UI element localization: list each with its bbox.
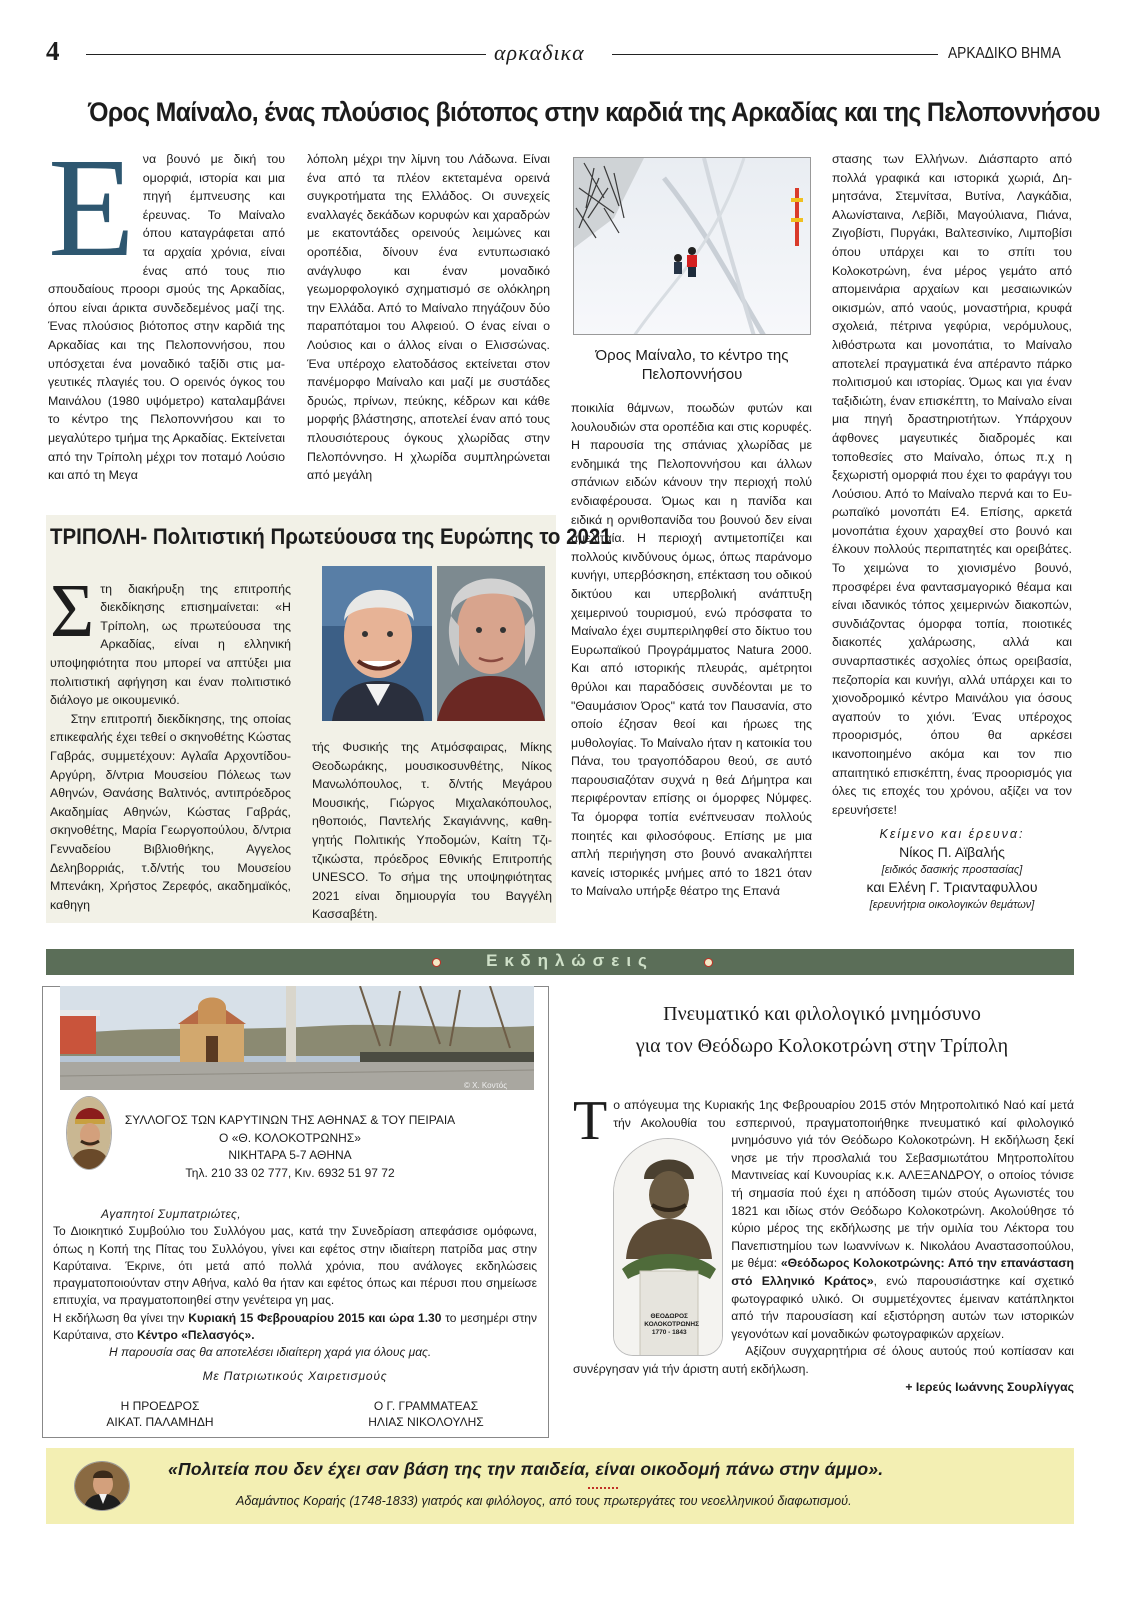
invitation-body-1: Το Διοικητικό Συμβούλιο του Συλλόγου μας, κατά την Συνεδρίαση απεφάσισε ομόφωνα, όπως η Κοπή της Πίτας του Συλλόγου, γίνει και εφέτος στην ιδιαίτερη πατρίδα μας στην Καρύταινα. Έκρινε, ότι μετά από πολλά χρόνια, που ανάλογες εκδηλώσεις πραγματοποιούνταν στην Αθήνα, καλό θα ήταν και εφέτος όπως και πέρυσι που σημείωσε επιτυχία, να πραγματοποιηθεί στην γενέτειρα γη μας.	[53, 1224, 537, 1308]
quote-author: Αδαμάντιος Κοραής	[236, 1494, 346, 1508]
signature-left	[70, 1398, 250, 1430]
page-number: 4	[46, 36, 60, 66]
author-2-role: [ερευνήτρια οικολογικών θεμάτων]	[869, 899, 1035, 911]
tripoli-column-1	[50, 561, 291, 914]
invitation-body-3: Η παρουσία σας θα αποτελέσει ιδιαίτερη χαρά για όλους μας.	[109, 1345, 432, 1360]
signature-left-name: ΑΙΚΑΤ. ΠΑΛΑΜΗΔΗ	[106, 1415, 214, 1429]
signature-right	[336, 1398, 516, 1430]
portrait-theodorakis	[437, 566, 545, 721]
invitation-body-2a: Η εκδήλωση θα γίνει την	[53, 1310, 189, 1325]
quote-underline	[588, 1481, 618, 1489]
kolokotronis-bust-photo	[613, 1138, 723, 1356]
association-subtitle: Ο «Θ. ΚΟΛΟΚΟΤΡΩΝΗΣ»	[219, 1130, 361, 1145]
credit-label: Κείμενο και έρευνα:	[879, 827, 1025, 841]
header-rule-right	[612, 54, 938, 55]
invitation-venue: Κέντρο «Πελασγός».	[136, 1328, 255, 1343]
publication-name: ΑΡΚΑΔΙΚΟ ΒΗΜΑ	[948, 45, 1061, 62]
events-bar-dot-left	[432, 958, 441, 967]
dropcap-sigma: Σ	[50, 568, 95, 653]
author-2: Ελένη Γ. Τριανταφυλλου	[888, 879, 1038, 895]
signature-left-title: Η ΠΡΟΕΔΡΟΣ	[120, 1399, 200, 1413]
article-title: Όρος Μαίναλο, ένας πλούσιος βιότοπος στην καρδιά της Αρκαδίας και της Πελοποννήσου	[88, 97, 1100, 127]
author-1-role: [ειδικός δασικής προστασίας]	[881, 864, 1023, 876]
association-address: ΝΙΚΗΤΑΡΑ 5-7 ΑΘΗΝΑ	[228, 1148, 352, 1163]
article-lead-text: να βουνό με δική του ομορφιά, ιστορία και μια πηγή έμπνευσης και έρευνας. Το Μαίναλο όπου καταγράφεται από τα αρχαία χρόνια, είναι ένας από τους πιο σπουδαίους προορι	[48, 152, 285, 297]
article-body-text: σμούς της Αρκαδίας, όπου είναι άρικτα συνδεδεμένος μαζί της. Ένας πλούσιος βιότοπος στην καρδιά της Αρκαδίας και της Πελοποννήσου, που υπόσχεται ένα μοναδικό ταξίδι στις μαγευτικές πλαγιές του. Ο ορεινός όγκος του Μαινάλου (1980 υψόμετρο) καταλαμβάνει το κέντρο της Πελοποννήσου και το μεγαλύτερο τμήμα της Αρκαδίας. Εκτείνεται από την Τρίπολη μέχρι τον ποταμό Λούσιο και από τη Μεγα	[48, 282, 285, 483]
signature-right-name: ΗΛΙΑΣ ΝΙΚΟΛΟΥΛΗΣ	[368, 1415, 484, 1429]
quote-attribution	[236, 1494, 852, 1508]
photo-caption: Όρος Μαίναλο, το κέντρο της Πελοποννήσου	[595, 347, 789, 383]
article-column-3: ποικιλία θάμνων, ποωδών φυτών και λουλουδιών στα οροπέδια και στις κορυφές. Η παρουσία της σπάνιας χλωρίδας με ενδημικά της Πελοποννήσου και άλλων σπάνιων ειδών κάνουν την περιοχή πολύ ενδιαφέρουσα. Όμως και η πανίδα και ειδικά η ορνιθοπανίδα του βουνού δεν είναι αμελιταία. Η περιοχή αντιμετοπίζει και πολλούς κινδύνους όμως, όπως παράνομο κυνήγι, υπερβόσκηση, επέκταση του οδικού δικτύου και υπερβολική ανάπτυξη χειμερινού τουρισμού, ενώ πρόσφατα το Μαίναλο έχει συμπεριληφθεί στο δίκτυο του Ευρωπαϊκού Προγράμματος Natura 2000. Και από ιστορικής πλευράς, αμέτρητοι θρύλοι και παραδόσεις συνδέονται με το "Θαυμάσιον Όρος" κατά τον Παυσανία, στο οποίο έζησαν θεοί και ήρωες της μυθολογίας. Το Μαίναλο ήταν η κατοικία του Πάνα, του τραγοπόδαρου θεού, σε αυτό παρουσιαζόταν συχνά η θεά Δήμητρα και περιφέρονταν επίσης οι όμορφες Νύμφες. Τα όμορφα τοπία ενέπνευσαν πολλούς ποιητές και φιλοσόφους. Επίσης με μια απλή περιήγηση στο βουνό ανακαλήπτει κανείς ιστορικές μνήμες από το 1821 όταν το Μαίναλο υπήρξε θέατρο της Επανά	[571, 401, 812, 899]
quote-text: «Πολιτεία που δεν έχει σαν βάση της την παιδεία, είναι οικοδομή πάνω στην άμμο».	[168, 1459, 884, 1479]
memorial-text	[573, 1090, 1074, 1396]
association-block	[112, 1112, 468, 1182]
memorial-body-2: , ενώ παρουσιάστηκε καί σχετικό φωτογραφικό υλικό. Οι συμμετέχοντες έμειναν κατάπληκτοι από τήν παρουσίαση καί εξιστόρηση αυτών των ιστορικών γεγονότων καί μοναδικών φωτογραφικών αρχείων.	[731, 1273, 1074, 1341]
invitation-closing: Με Πατριωτικούς Χαιρετισμούς	[202, 1368, 388, 1383]
header-rule-left	[86, 54, 486, 55]
ski-slope-photo	[573, 157, 811, 335]
photo-credit: © Χ. Κοντός	[464, 1081, 508, 1090]
dropcap-e: Ε	[48, 128, 135, 286]
association-name: ΣΥΛΛΟΓΟΣ ΤΩΝ ΚΑΡΥΤΙΝΩΝ ΤΗΣ ΑΘΗΝΑΣ & ΤΟΥ ΠΕΙΡΑΙΑ	[124, 1113, 456, 1127]
quote-author-desc: (1748-1833) γιατρός και φιλόλογος, από τους πρωτεργάτες του νεοελληνικού διαφωτισμού.	[345, 1494, 852, 1508]
dropcap-t: Τ	[573, 1090, 608, 1152]
article-column-1	[48, 128, 285, 485]
invitation-greeting: Αγαπητοί Συμπατριώτες,	[101, 1207, 242, 1221]
association-phone: Τηλ. 210 33 02 777, Κιν. 6932 51 97 72	[185, 1165, 395, 1180]
article-column-2: λόπολη μέχρι την λίμνη του Λάδωνα. Είναι ένα από τα πλέον εκτεταμένα ορεινά συγκροτήματα της Ελλάδος. Οι συνεχείς εναλλαγές δεκάδων κορυφών και χαραδρών με εκατοντάδες ορεινούς λειμώνες και οροπέδια, δίνουν ένα εντυπωσιακό ανάγλυφο και έναν μοναδικό γεωμορφολογικό σχηματισμό σε ολόκληρη την Ελλάδα. Από το Μαίναλο πηγάζουν δύο παραπόταμοι του Αλφειού. Ο ένας είναι ο Λούσιος και ο άλλος είναι ο Ελισσώνας. Ένα υπέροχο ελατοδάσος εκτείνεται στον πανέμορφο Μαίναλο και μαζί με συστάδες δρυώς, πρίνων, πεύκης, κέδρων και κάθε μορφής βλάστησης, αποτελεί έναν από τους πλουσιότερους όγκους χλωρίδας στην Πελοπόννησο. Η χλωρίδα συμπληρώνεται από μεγάλη	[307, 152, 550, 483]
portrait-gavras	[322, 566, 432, 721]
bust-label-surname: ΚΟΛΟΚΟΤΡΩΝΗΣ	[644, 1321, 699, 1329]
events-bar-label: Εκδηλώσεις	[486, 951, 654, 970]
memorial-title	[570, 998, 1074, 1062]
memorial-talk-title: «Θεόδωρος Κολοκοτρώνης: Από την επανάσταση στό Ελληνικό Κράτος»	[731, 1256, 1074, 1288]
kolokotronis-portrait-small	[66, 1096, 112, 1170]
tripoli-body: κή υποψηφιότητα που μπορεί να απτύξει μια πολιτιστική αφήγηση και έναν πολιτιστικό διάλογο με οικουμενικό. Στην επιτροπή διεκδίκησης, της οποίας επικεφαλής έχει τεθεί ο σκηνοθέτης Κώστας Γαβράς, συμμετέχουν: Αγλαΐα Αρχοντίδου-Αργύρη, δ/ντρια Μουσείου Πόλεως των Αθηνών, Θανάσης Βαλτινός, αντιπρόεδρος Ακαδημίας Αθηνών, Κώστας Γαβράς, σκηνοθέτης, Μαρία Γεωργοπούλου, δ/ντρια Γενναδείου Βιβλιοθήκης, Αγγελος Δεληβορριάς, τ.δ/ντής του Μουσείου Μπενάκη, Χρήστος Ζερεφός, ακαδημαϊκός, καθηγη	[50, 637, 291, 912]
author-1: Νίκος Π. Αϊβαλής	[899, 844, 1005, 860]
memorial-lead: ο απόγευμα της Κυριακής 1ης Φεβρουαρίου 2015 στόν Μητροπολιτικό Ναό καί μετά τήν Ακολουθία του εσπερινού, πραγματοποιήθηκε πνευματικό καί φιλολογικό μνημόσυνο γιά τόν Θεόδωρο Κολοκοτρώνη. Η εκδήλωση ξεκί	[613, 1098, 1074, 1148]
memorial-body-1: νησε με τήν προσλαλιά του Σεβασμιωτάτου Μητροπολίτου Μαντινείας καί Κυνουρίας κ.κ. ΑΛΕΞΑΝΔΡΟΥ, ο οποίος τόνισε τή σημασία πού έχει η απόδοση τιμών στούς Αγωνιστές του 1821 και ιδίως στόν Θεόδωρο Κολοκοτρώνη. Ακολούθησε τό κύριο μέρος της εκδήλωσης με τήν ομιλία του Λέκτορα του Πανεπιστημίου των Ιωαννίνων κ. Νικολάου Αναστασοπούλου, με θέμα:	[731, 1150, 1074, 1271]
memorial-body-3: Αξίζουν συγχαρητήρια σέ όλους αυτούς πού κοπίασαν και συνέργησαν γιά τήν άριστη αυτή εκδήλωση.	[573, 1344, 1074, 1376]
korais-portrait	[74, 1461, 130, 1511]
tripoli-column-2: τής Φυσικής της Ατμόσφαιρας, Μίκης Θεοδωράκης, μουσικοσυνθέτης, Νίκος Μανωλόπουλος, τ. δ/ντής Μεγάρου Μουσικής, Γιώργος Μιχαλακόπουλος, ηθοποιός, Παντελής Σκαγιάννης, καθηγητής Πολιτικής Υποδομών, Καίτη Τζιτζικώστα, πρόεδρος Εθνικής Επιτροπής UNESCO. Το σήμα της υποψηφιότητας 2021 είναι δημιουργία του Βαγγέλη Κασσαβέτη.	[312, 740, 552, 922]
bust-label-years: 1770 - 1843	[651, 1329, 687, 1337]
author-credits	[832, 825, 1072, 913]
events-bar-dot-right	[704, 958, 713, 967]
invitation-body-2c: το μεσημέρι στην Καρύταινα, στο	[53, 1310, 537, 1343]
invitation-text	[53, 1206, 537, 1385]
article-column-4: στασης των Ελλήνων. Διάσπαρτο από πολλά γραφικά και ιστορικά χωριά, Δημητσάνα, Στεμνίτσα, Βυτίνα, Λαγκάδια, Αλωνίσταινα, Λεβίδι, Μαγούλιανα, Πιάνα, Ζιγοβίστι, Πυργάκι, Βαλτεσινίκο, Λιμποβίσι όπου υπάρχει και το σπίτι του Κολοκοτρώνη, ένα μέρος γεμάτο από απομεινάρια αρχαίων και μεσαιωνικών οικισμών, από ναούς, μοναστήρια, κρυφά σχολειά, πέτρινα γεφύρια, νερόμυλους, λιθόστρωτα και μονοπάτια, το Μαίναλο αποτελεί πραγματικά ένα απέραντο πάρκο πολιτισμού και ιστορίας. Όμως και για έναν ταξιδιώτη, έναν επισκέπτη, το Μαίναλο είναι μια πηγή δραστηριοτήτων. Υπάρχουν άφθονες μαγευτικές διαδρομές και τοποθεσίες στο Μαίναλο, όπως π.χ η ξεχωριστή ομορφιά που έχει το φαράγγι του Λούσιου. Από το Μαίναλο περνά και το Ευρωπαϊκό μονοπάτι Ε4. Επίσης, αρκετά μονοπάτια έχουν χαραχθεί στο βουνό και έλκουν πολλούς περιπατητές και ορειβάτες. Το χειμώνα το χιονισμένο βουνό, προσφέρει ένα φαντασμαγορικό θέαμα και είναι ιδανικός τόπος χειμερινών διακοπών, συνδιάζοντας όμορφα τοπία, ποιοτικές διακοπές χαλάρωσης, αλλά και συναρπαστικές ασχολίες όπως ορειβασία, πεζοπορία και κυνήγι, αλλά υπάρχει και το χιονοδρομικό κέντρο Μαινάλου για όσους αγαπούν το χιόνι. Ένας υπέροχος προορισμός, όπου θα αρκέσει ικανοποιημένο ακόμα και τον πιο απαιτητικό επισκέπτη, ένας προορισμός για όλες τις εποχές του χρόνου, αξίζει να τον ερευνήσετε!	[832, 152, 1072, 817]
memorial-signature: + Ιερεύς Ιωάννης Σουρλίγγας	[905, 1379, 1074, 1394]
signature-right-title: Ο Γ. ΓΡΑΜΜΑΤΕΑΣ	[373, 1399, 479, 1413]
memorial-title-line-2: για τον Θεόδωρο Κολοκοτρώνη στην Τρίπολη	[635, 1035, 1009, 1057]
section-name: αρκαδικα	[494, 40, 585, 65]
tripoli-title: ΤΡΙΠΟΛΗ- Πολιτιστική Πρωτεύουσα της Ευρώπης το 2021	[50, 524, 612, 549]
author-and: και	[866, 879, 885, 895]
bust-label-name: ΘΕΟΔΩΡΟΣ	[650, 1313, 688, 1321]
memorial-title-line-1: Πνευματικό και φιλολογικό μνημόσυνο	[663, 1003, 981, 1025]
invitation-date: Κυριακή 15 Φεβρουαρίου 2015 και ώρα 1.30	[188, 1310, 442, 1325]
tripoli-lead: τη διακήρυξη της επιτροπής διεκδίκησης επισημαίνεται: «Η Τρίπολη, ως πρωτεύουσα της Αρκαδίας, είναι η ελληνι	[100, 581, 291, 652]
church-photo	[60, 986, 534, 1090]
